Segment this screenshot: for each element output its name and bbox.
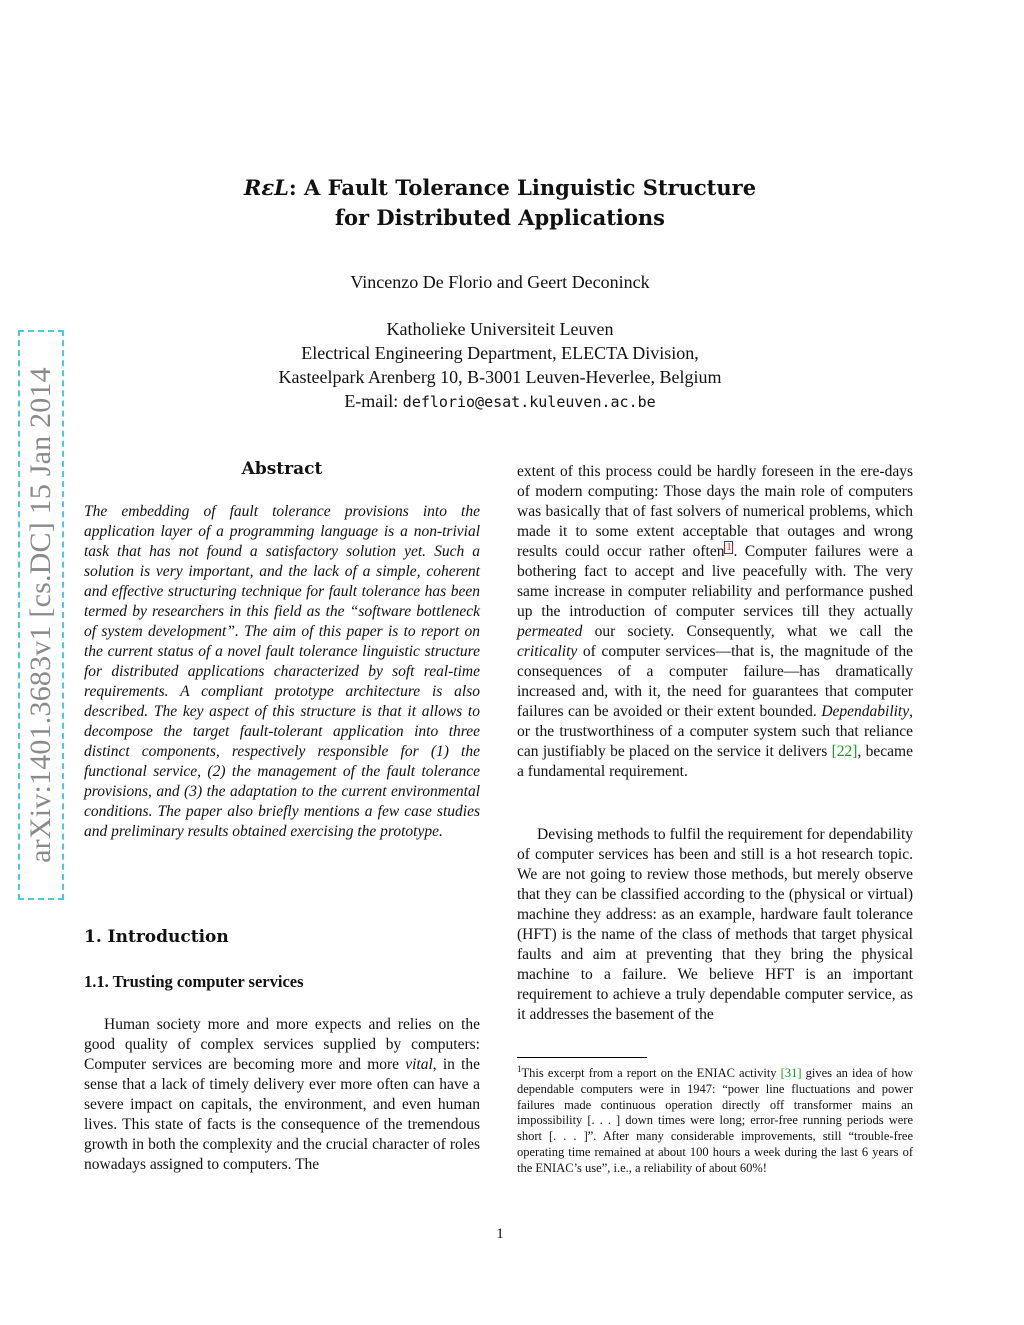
text-run: , in the sense that a lack of timely delivery ever more often can have a severe impact on capitals, the environment, and even human lives. This state of facts is the consequence of the tremendous growth in both the complexity and the crucial character of roles nowadays assigned to computers. The <box>84 1056 481 1173</box>
emphasis: vital <box>405 1056 433 1073</box>
text-run: our society. Consequently, what we call the <box>582 623 913 640</box>
footnote <box>517 1063 913 1177</box>
paragraph-text: Devising methods to fulfil the requirement for dependability of computer services has been and still is a hot research topic. We are not going to review those methods, but merely observe that they can be classified according to the (physical or virtual) machine they address: as an example, hardware fault tolerance (HFT) is the name of the class of methods that target physical faults and aim at preventing that they bring the physical machine to a failure. We believe HFT is an important requirement to achieve a truly dependable computer service, as it addresses the basement of the <box>517 826 913 1023</box>
footnote-number: 1 <box>517 1063 522 1074</box>
abstract-text: The embedding of fault tolerance provisions into the application layer of a programming language is a non-trivial task that has not found a satisfactory solution yet. Such a solution is very important, and the lack of a simple, coherent and effective structuring technique for fault tolerance has been termed by researchers in this field as the “software bottleneck of system development”. The aim of this paper is to report on the current status of a novel fault tolerance linguistic structure for distributed applications characterized by soft real-time requirements. A compliant prototype architecture is also described. The key aspect of this structure is that it allows to decompose the target fault-tolerant application into three distinct components, respectively responsible for (1) the functional service, (2) the management of the fault tolerance provisions, and (3) the adaptation to the current environmental conditions. The paper also briefly mentions a few case studies and preliminary results obtained exercising the prototype. <box>84 503 480 840</box>
section-heading-introduction: 1. Introduction <box>84 927 229 947</box>
abstract-heading: Abstract <box>241 459 323 479</box>
subsection-heading-trusting: 1.1. Trusting computer services <box>84 972 304 991</box>
email-address: deflorio@esat.kuleuven.ac.be <box>402 393 656 411</box>
affiliation-department: Electrical Engineering Department, ELECTA Division, <box>301 343 699 363</box>
text-run: This excerpt from a report on the ENIAC activity <box>521 1066 781 1080</box>
affiliation-university: Katholieke Universiteit Leuven <box>386 319 614 339</box>
authors: Vincenzo De Florio and Geert Deconinck <box>350 272 650 292</box>
intro-paragraph-right-2 <box>517 825 913 1025</box>
emphasis: criticality <box>517 643 578 660</box>
text-run: extent of this process could be hardly foreseen in the ere-days of modern computing: Those days the main role of computers was basically that of fast solvers of numerical problems, which made it to some extent acceptable that outages and wrong results could occur rather often <box>517 463 913 560</box>
footnote-marker[interactable]: 1 <box>726 541 732 553</box>
rel-logo: RεL <box>243 175 289 200</box>
text-run: . Computer failures were a bothering fact to accept and live peacefully with. The very same increase in computer reliability and performance pushed up the introduction of computer services till they actually <box>517 543 913 620</box>
affiliation-email-line <box>180 391 820 412</box>
intro-paragraph-left <box>84 1015 480 1175</box>
text-run: of computer services—that is, the magnitude of the consequences of a computer failure—has dramatically increased and, with it, the need for guarantees that computer failures can be avoided or their extent bounded. <box>517 643 913 720</box>
citation-link[interactable]: [31] <box>780 1066 802 1080</box>
text-run: gives an idea of how dependable computers were in 1947: “power line fluctuations and power failures made continuous operation directly off transformer mains an impossibility [. . . ] down times were long; error-free running periods were short [. . . ]”. After many considerable improvements, still “trouble-free operating time remained at about 100 hours a week during the last 6 years of the ENIAC’s use”, i.e., a reliability of about 60%! <box>517 1066 913 1175</box>
affiliation-address: Kasteelpark Arenberg 10, B-3001 Leuven-Heverlee, Belgium <box>278 367 722 387</box>
title-line1-text: : A Fault Tolerance Linguistic Structure <box>288 175 757 200</box>
text-run: , or the trustworthiness of a computer system such that reliance can justifiably be placed on the service it delivers <box>517 703 913 760</box>
emphasis: Dependability <box>821 703 910 720</box>
emphasis: permeated <box>517 623 583 640</box>
citation-link[interactable]: [22] <box>831 743 858 760</box>
paper-title-line1 <box>180 175 820 200</box>
intro-paragraph-right-1 <box>517 462 913 782</box>
paper-title-line2: for Distributed Applications <box>335 205 665 230</box>
page-number: 1 <box>496 1226 504 1242</box>
text-run: Human society more and more expects and relies on the good quality of complex services supplied by computers: Computer services are becoming more and more <box>84 1016 480 1073</box>
arxiv-stamp: arXiv:1401.3683v1 [cs.DC] 15 Jan 2014 <box>24 367 57 863</box>
text-run: , became a fundamental requirement. <box>517 743 913 780</box>
email-label: E-mail: <box>344 391 403 411</box>
footnote-rule <box>517 1057 647 1058</box>
